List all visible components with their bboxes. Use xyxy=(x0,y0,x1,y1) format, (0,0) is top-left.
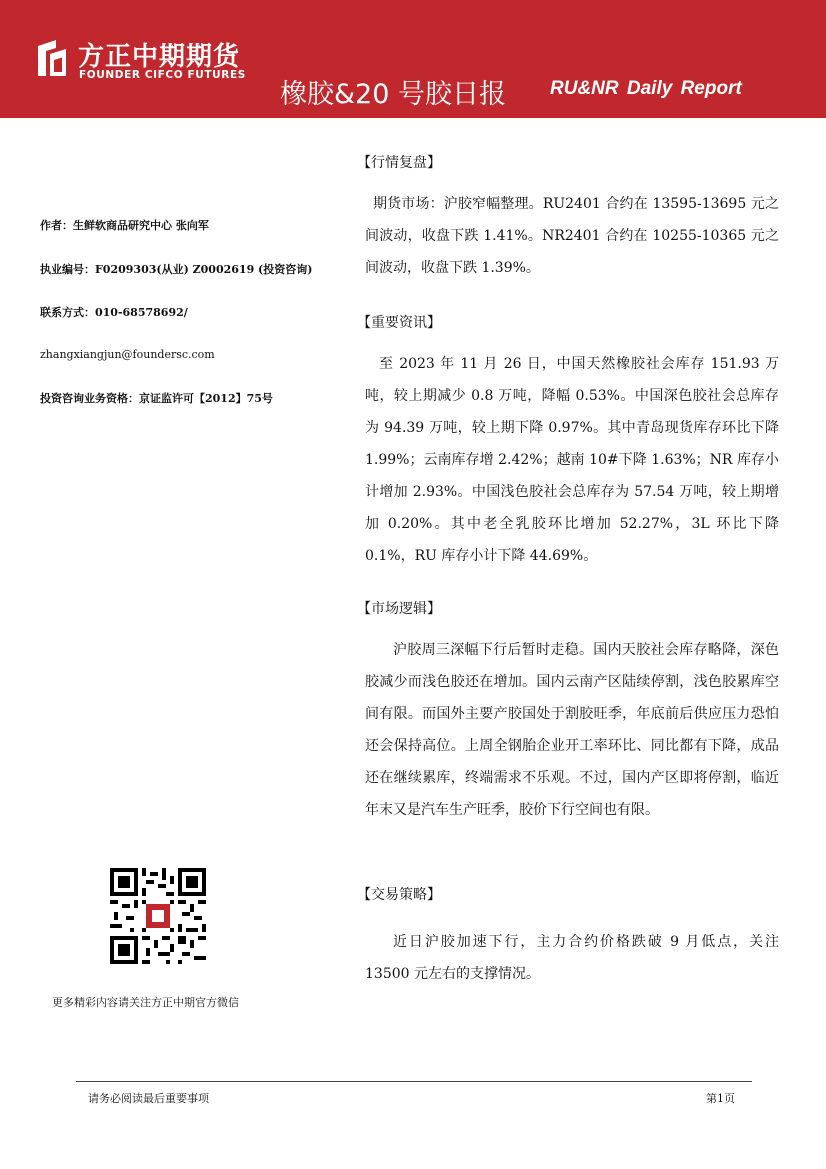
contact-info: 联系方式：010-68578692/ xyxy=(40,306,188,319)
section-heading-market-review: 【行情复盘】 xyxy=(357,155,441,171)
brand-name-en: FOUNDER CIFCO FUTURES xyxy=(79,69,246,81)
qr-code-icon xyxy=(110,868,206,964)
footer-divider xyxy=(76,1081,752,1082)
news-paragraph: 至 2023 年 11 月 26 日，中国天然橡胶社会库存 151.93 万吨，较上期减少 0.8 万吨，降幅 0.53%。中国深色胶社会总库存为 94.39 万吨，较上期下降 0.97%。其中青岛现货库存环比下降 1.99%；云南库存增 2.42%；越南 10#下降 1.63%；NR 库存小计增加 2.93%。中国浅色胶社会总库存为 57.54 万吨，较上期增加 0.20%。其中老全乳胶环比增加 52.27%，3L 环比下降 0.1%，RU 库存小计下降 44.69%。 xyxy=(365,356,779,564)
email-link[interactable]: zhangxiangjun@foundersc.com xyxy=(40,348,215,361)
section-heading-logic: 【市场逻辑】 xyxy=(357,601,441,617)
strategy-paragraph: 近日沪胶加速下行，主力合约价格跌破 9 月低点，关注 13500 元左右的支撑情况。 xyxy=(365,934,779,982)
qualification-info: 投资咨询业务资格：京证监许可【2012】75号 xyxy=(40,392,273,405)
logic-paragraph: 沪胶周三深幅下行后暂时走稳。国内天胶社会库存略降，深色胶减少而浅色胶还在增加。国内云南产区陆续停割，浅色胶累库空间有限。而国外主要产胶国处于割胶旺季，年底前后供应压力恐怕还会保持高位。上周全钢胎企业开工率环比、同比都有下降，成品还在继续累库，终端需求不乐观。不过，国内产区即将停割，临近年末又是汽车生产旺季，胶价下行空间也有限。 xyxy=(365,642,779,818)
section-heading-strategy: 【交易策略】 xyxy=(357,887,441,903)
qr-caption: 更多精彩内容请关注方正中期官方微信 xyxy=(52,996,239,1009)
founder-logo-icon xyxy=(34,38,70,78)
report-title-en: RU&NR Daily Report xyxy=(550,78,742,99)
footer-notice: 请务必阅读最后重要事项 xyxy=(88,1092,209,1105)
author-info: 作者：生鲜软商品研究中心 张向军 xyxy=(40,219,209,232)
section-heading-news: 【重要资讯】 xyxy=(357,315,441,331)
brand-name-cn: 方正中期期货 xyxy=(78,42,241,72)
market-review-paragraph: 期货市场：沪胶窄幅整理。RU2401 合约在 13595-13695 元之间波动，收盘下跌 1.41%。NR2401 合约在 10255-10365 元之间波动，收盘下跌 1.39%。 xyxy=(365,196,779,276)
license-info: 执业编号：F0209303(从业) Z0002619 (投资咨询) xyxy=(40,263,313,276)
report-title-cn: 橡胶&20 号胶日报 xyxy=(280,79,506,110)
page-number: 第1页 xyxy=(706,1092,735,1105)
